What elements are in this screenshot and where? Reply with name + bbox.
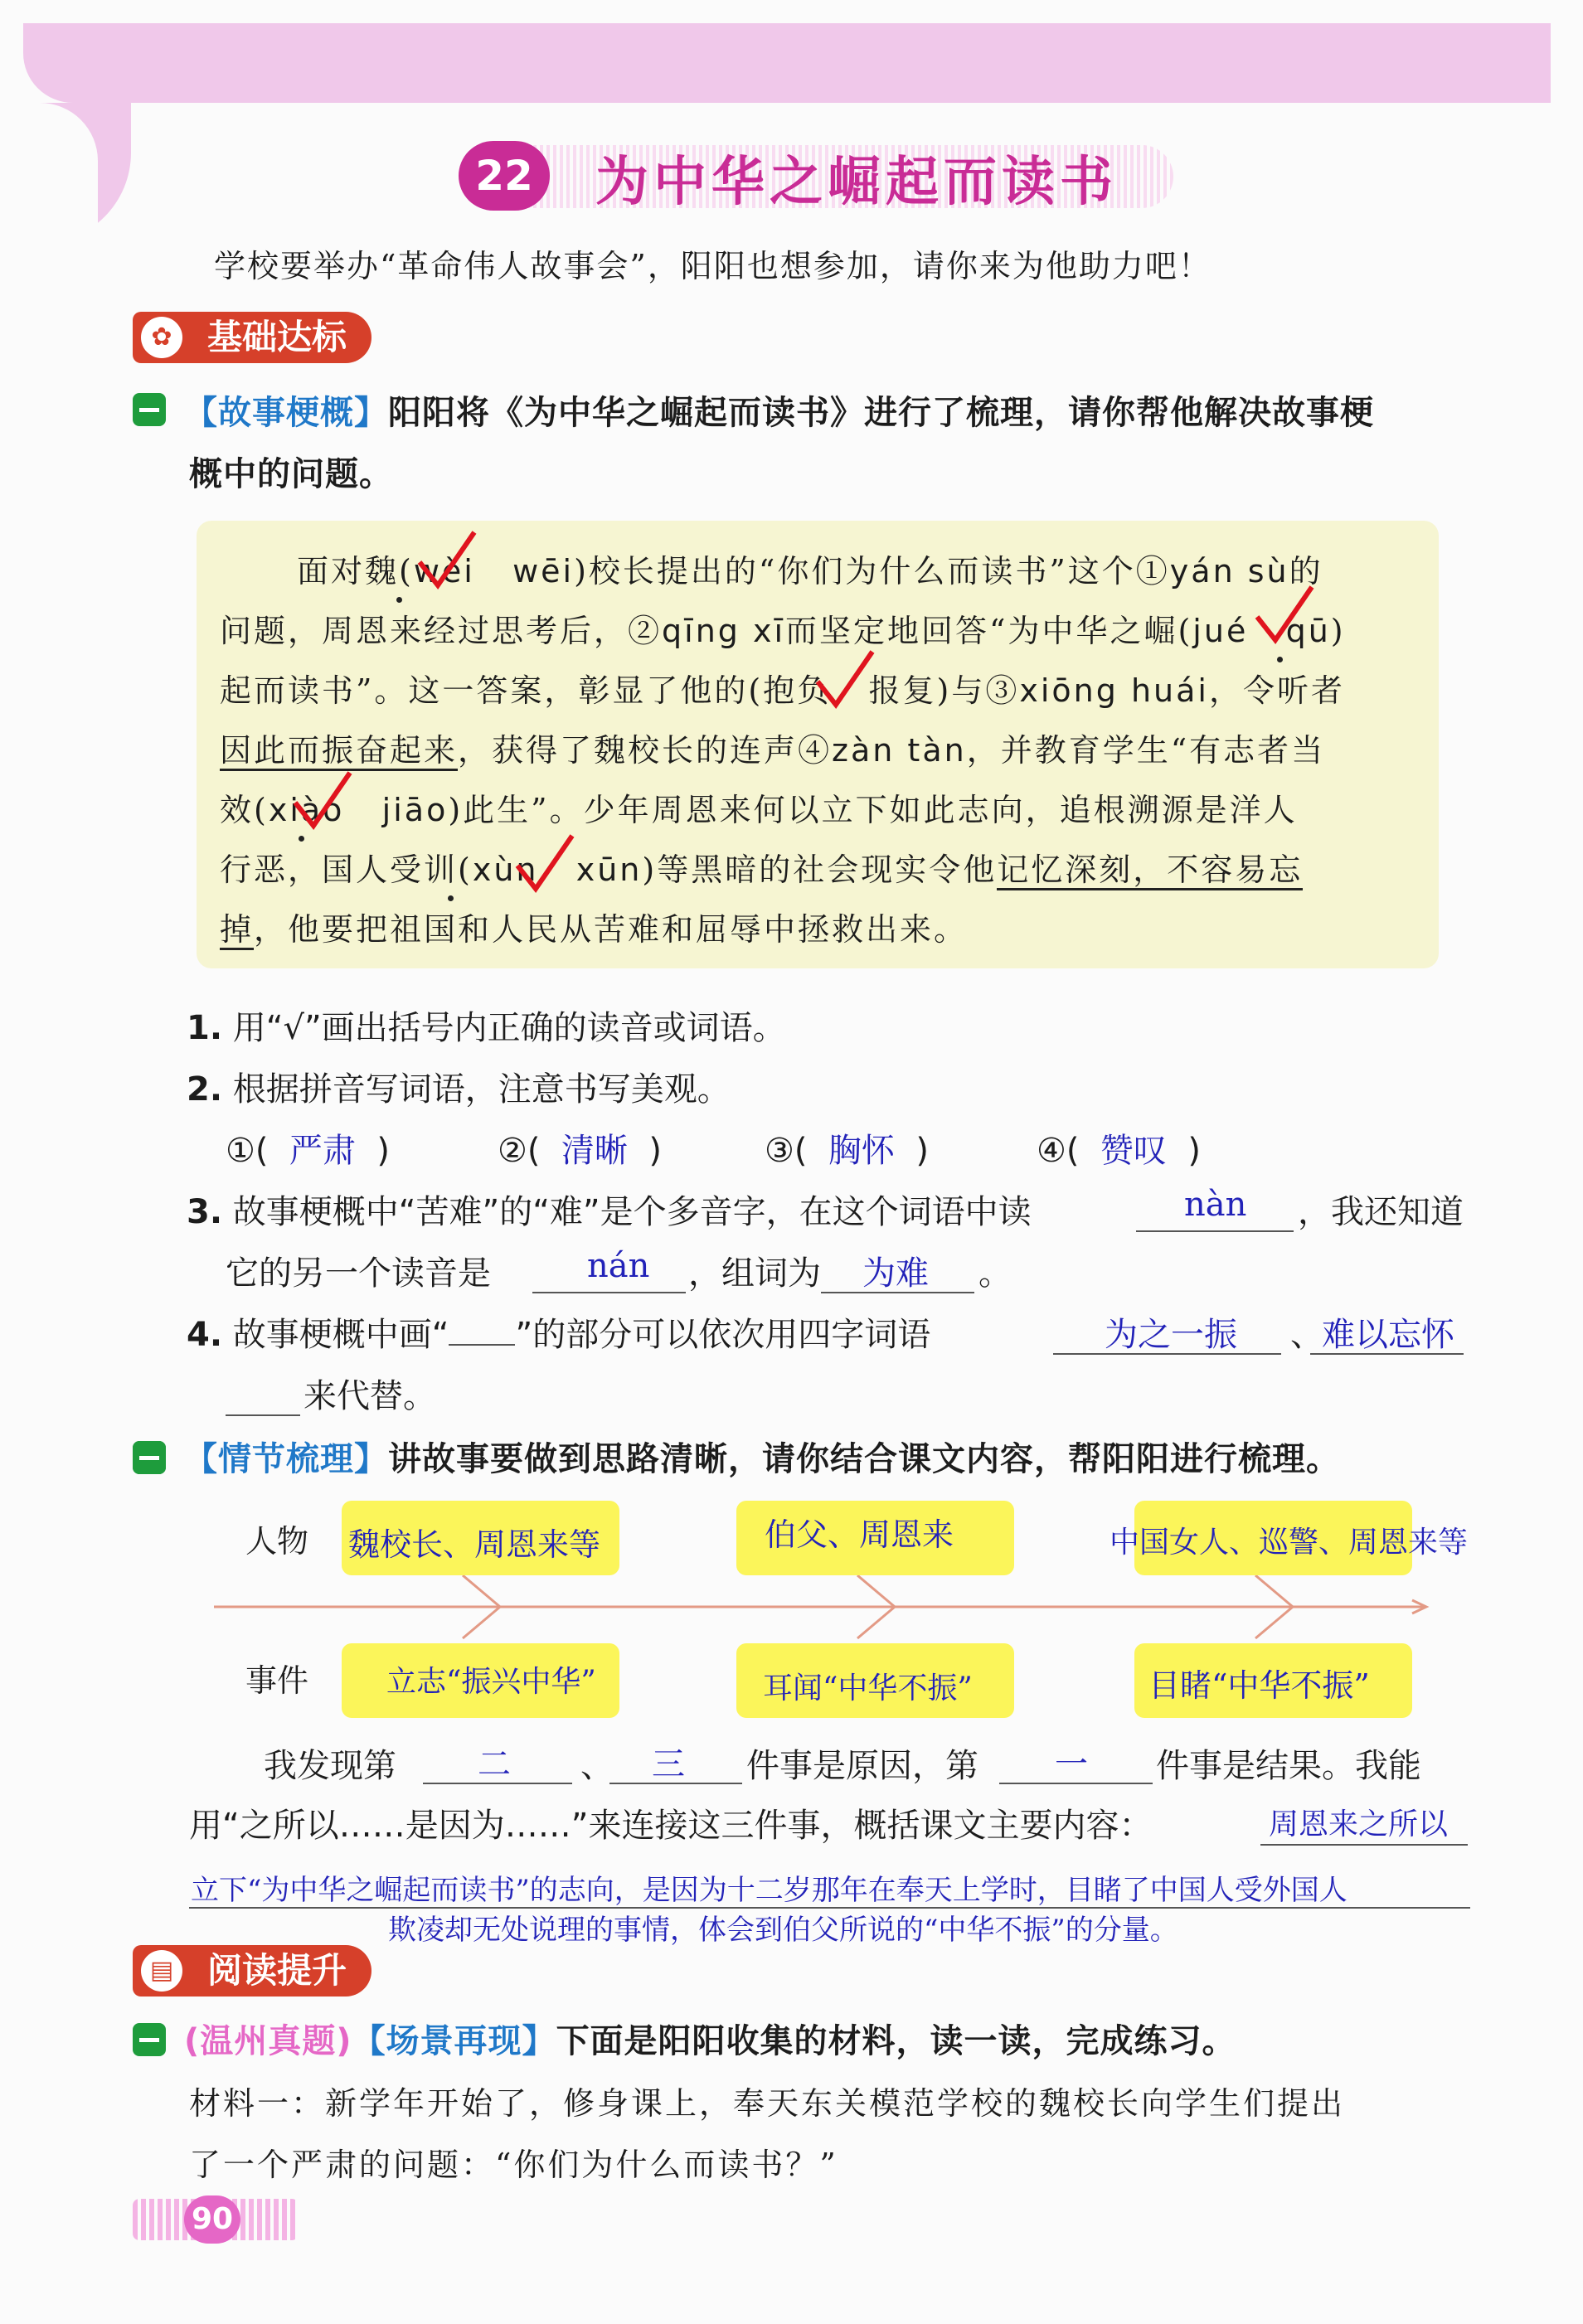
row-label-person: 人物 — [245, 1523, 309, 1560]
row-label-event: 事件 — [245, 1662, 309, 1699]
underlined-phrase: 因此而振奋起来 — [220, 732, 458, 771]
item-1: 1. 用“√”画出括号内正确的读音或词语。 — [187, 1009, 786, 1047]
answer-weizhiyizhen[interactable]: 为之一振 — [1105, 1316, 1237, 1354]
item-3-text-d: ，组词为 — [688, 1254, 821, 1293]
item-4-text-c: 来代替。 — [303, 1377, 436, 1415]
event-1[interactable]: 立志“振兴中华” — [386, 1665, 596, 1699]
q2-tag: 【情节梳理】 — [184, 1440, 388, 1478]
item-2-slot-4: ④( 赞叹 ) — [1037, 1132, 1201, 1170]
answer-san[interactable]: 三 — [652, 1745, 685, 1783]
answer-blank — [1136, 1230, 1294, 1232]
answer-1[interactable]: 严肃 — [289, 1132, 356, 1170]
answer-er[interactable]: 二 — [478, 1745, 511, 1783]
section-reading-badge — [133, 1945, 371, 1997]
check-mark-icon — [415, 529, 481, 595]
item-4-sep: 、 — [1290, 1316, 1323, 1354]
passage-line-7 — [220, 904, 968, 949]
item-4-text: ”的部分可以依次用四字词语 — [515, 1316, 931, 1354]
material-1-line-2: 了一个严肃的问题：“你们为什么而读书？” — [189, 2147, 838, 2183]
slot-label: ②( — [498, 1132, 541, 1170]
pinyin-option[interactable]: xūn — [575, 851, 643, 888]
medal-icon: ✿ — [141, 317, 182, 358]
q3-prompt: 下面是阳阳收集的材料，读一读，完成练习。 — [556, 2022, 1236, 2060]
answer-nanyiwanghuai[interactable]: 难以忘怀 — [1322, 1316, 1454, 1354]
q3-tag: 【场景再现】 — [352, 2022, 556, 2060]
item-3-text-e: 。 — [978, 1254, 1012, 1293]
question-three-marker — [133, 2023, 166, 2056]
passage-text: ，获得了魏校长的连声④ — [458, 732, 833, 769]
pinyin-prompt: zàn tàn — [832, 732, 967, 769]
item-3-line-1: 3. 故事梗概中“苦难”的“难”是个多音字，在这个词语中读 — [187, 1193, 1032, 1231]
passage-line-4 — [220, 725, 1325, 770]
question-two-marker-line — [133, 1441, 166, 1474]
pinyin-prompt: qīng xī — [662, 613, 786, 649]
answer-weinan[interactable]: 为难 — [862, 1254, 929, 1293]
section-basic-badge — [133, 312, 371, 363]
intro-text: 学校要举办“革命伟人故事会”，阳阳也想参加，请你来为他助力吧！ — [214, 248, 1212, 284]
section-reading-label: 阅读提升 — [207, 1950, 347, 1991]
question-one-prompt — [184, 386, 1374, 434]
emphasis-dot — [396, 597, 402, 603]
pinyin-option[interactable]: xùn — [472, 851, 539, 888]
answer-3[interactable]: 胸怀 — [828, 1132, 895, 1170]
q1-prompt-a: 阳阳将《为中华之崛起而读书》进行了梳理，请你帮他解决故事梗 — [388, 394, 1374, 432]
q3-tag-source: (温州真题) — [184, 2022, 352, 2060]
item-1-text: 用“√”画出括号内正确的读音或词语。 — [232, 1009, 786, 1047]
passage-text: 效( — [220, 792, 269, 828]
check-mark-icon — [290, 769, 357, 836]
word-option[interactable]: 报复 — [868, 672, 937, 709]
emphasis-dot — [448, 895, 454, 901]
answer-yi[interactable]: 一 — [1055, 1745, 1088, 1783]
header-band — [23, 23, 1551, 103]
passage-text: ，令听者 — [1208, 672, 1345, 709]
passage-line-6 — [220, 844, 1303, 890]
summary-answer-1[interactable]: 周恩来之所以 — [1269, 1807, 1449, 1841]
emphasis-dot — [1277, 657, 1283, 662]
person-2[interactable]: 伯父、周恩来 — [765, 1516, 954, 1553]
check-mark-icon — [512, 832, 579, 899]
pinyin-option[interactable]: jué — [1192, 613, 1249, 649]
word-option[interactable]: 抱负 — [763, 672, 832, 709]
item-3-text-c: 它的另一个读音是 — [226, 1254, 491, 1293]
passage-text: )此生”。少年周恩来何以立下如此志向，追根溯源是洋人 — [448, 792, 1298, 828]
answer-4[interactable]: 赞叹 — [1100, 1132, 1167, 1170]
pinyin-option[interactable]: wēi — [512, 553, 575, 589]
find-text-a: 我发现第 — [264, 1747, 396, 1785]
passage-line-2 — [220, 605, 1346, 651]
check-mark-icon — [813, 648, 879, 715]
material-1-line-1: 材料一：新学年开始了，修身课上，奉天东关模范学校的魏校长向学生们提出 — [189, 2085, 1346, 2122]
passage-text: 起而读书”。这一答案，彰显了他的( — [220, 672, 764, 709]
slot-label: ③( — [765, 1132, 808, 1170]
underlined-phrase: 掉 — [220, 911, 254, 950]
passage-text: ) — [1330, 613, 1346, 649]
slot-label: ①( — [226, 1132, 269, 1170]
use-text-a: 用“之所以……是因为……”来连接这三件事，概括课文主要内容： — [189, 1807, 1153, 1845]
answer-blank — [532, 1292, 686, 1293]
question-one-marker — [133, 393, 166, 426]
emphasis-dot — [299, 836, 304, 842]
pinyin-option[interactable]: wèi — [413, 553, 475, 589]
item-2-slot-1: ①( 严肃 ) — [226, 1132, 390, 1170]
question-two-prompt — [184, 1433, 1340, 1480]
find-sep: 、 — [580, 1747, 614, 1785]
answer-blank — [226, 1414, 300, 1416]
passage-text: ，他要把祖国和人民从苦难和屈辱中拯救出来。 — [254, 911, 969, 948]
passage-text: 行恶，国人受训( — [220, 851, 473, 888]
passage-line-5 — [220, 784, 1298, 830]
item-2: 2. 根据拼音写词语，注意书写美观。 — [187, 1070, 731, 1109]
answer-2[interactable]: 清晰 — [561, 1132, 628, 1170]
item-2-slot-3: ③( 胸怀 ) — [765, 1132, 929, 1170]
book-icon: ▤ — [141, 1950, 182, 1992]
q1-tag: 【故事梗概】 — [184, 394, 388, 432]
passage-text: ，并教育学生“有志者当 — [966, 732, 1326, 769]
question-three-prompt — [184, 2015, 1236, 2062]
item-3-text: 故事梗概中“苦难”的“难”是个多音字，在这个词语中读 — [232, 1193, 1032, 1231]
passage-text: 的 — [1289, 553, 1323, 589]
item-4-text: 故事梗概中画“ — [232, 1316, 449, 1354]
event-3[interactable]: 目睹“中华不振” — [1148, 1667, 1370, 1704]
summary-answer-2[interactable]: 立下“为中华之崛起而读书”的志向，是因为十二岁那年在奉天上学时，目睹了中国人受外国人 — [191, 1874, 1347, 1907]
pinyin-option[interactable]: xiào — [268, 792, 345, 828]
item-4-line-1: 4. 故事梗概中画“ ”的部分可以依次用四字词语 — [187, 1316, 931, 1354]
lesson-number-badge: 22 — [459, 141, 550, 211]
item-3-text-b: ，我还知道 — [1298, 1193, 1464, 1231]
passage-text: )等黑暗的社会现实令他 — [642, 851, 998, 888]
section-basic-label: 基础达标 — [207, 317, 347, 357]
answer-blank — [1260, 1844, 1468, 1846]
person-3[interactable]: 中国女人、巡警、周恩来等 — [1110, 1526, 1469, 1560]
q2-prompt: 讲故事要做到思路清晰，请你结合课文内容，帮阳阳进行梳理。 — [388, 1440, 1340, 1478]
lesson-title: 为中华之崛起而读书 — [595, 152, 1118, 213]
q1-prompt-b: 概中的问题。 — [189, 455, 393, 493]
find-text-b: 件事是原因，第 — [746, 1747, 978, 1785]
passage-text: 面对魏( — [297, 553, 414, 589]
passage-text: 问题，周恩来经过思考后，② — [220, 613, 663, 649]
item-2-slot-2: ②( 清晰 ) — [498, 1132, 662, 1170]
passage-text: 而坚定地回答“为中华之崛( — [785, 613, 1193, 649]
fishbone-arrow — [214, 1575, 1441, 1642]
person-1[interactable]: 魏校长、周恩来等 — [348, 1526, 601, 1563]
pinyin-prompt: yán sù — [1169, 553, 1289, 589]
underlined-phrase: 记忆深刻，不容易忘 — [997, 851, 1303, 890]
answer-nan-4[interactable]: nàn — [1184, 1186, 1247, 1224]
item-2-text: 根据拼音写词语，注意书写美观。 — [232, 1070, 731, 1109]
summary-answer-3[interactable]: 欺凌却无处说理的事情，体会到伯父所说的“中华不振”的分量。 — [388, 1914, 1178, 1947]
event-2[interactable]: 耳闻“中华不振” — [763, 1671, 973, 1705]
page-number: 90 — [184, 2195, 240, 2244]
pinyin-prompt: xiōng huái — [1019, 672, 1209, 709]
passage-text: )校长提出的“你们为什么而读书”这个① — [574, 553, 1170, 589]
pinyin-option[interactable]: qū — [1285, 613, 1331, 649]
slot-label: ④( — [1037, 1132, 1080, 1170]
pinyin-option[interactable]: jiāo — [381, 792, 449, 828]
check-mark-icon — [1252, 584, 1318, 650]
passage-text: )与③ — [936, 672, 1020, 709]
find-text-c: 件事是结果。我能 — [1156, 1747, 1421, 1785]
passage-line-3 — [220, 665, 1345, 711]
answer-nan-2[interactable]: nán — [587, 1247, 650, 1285]
